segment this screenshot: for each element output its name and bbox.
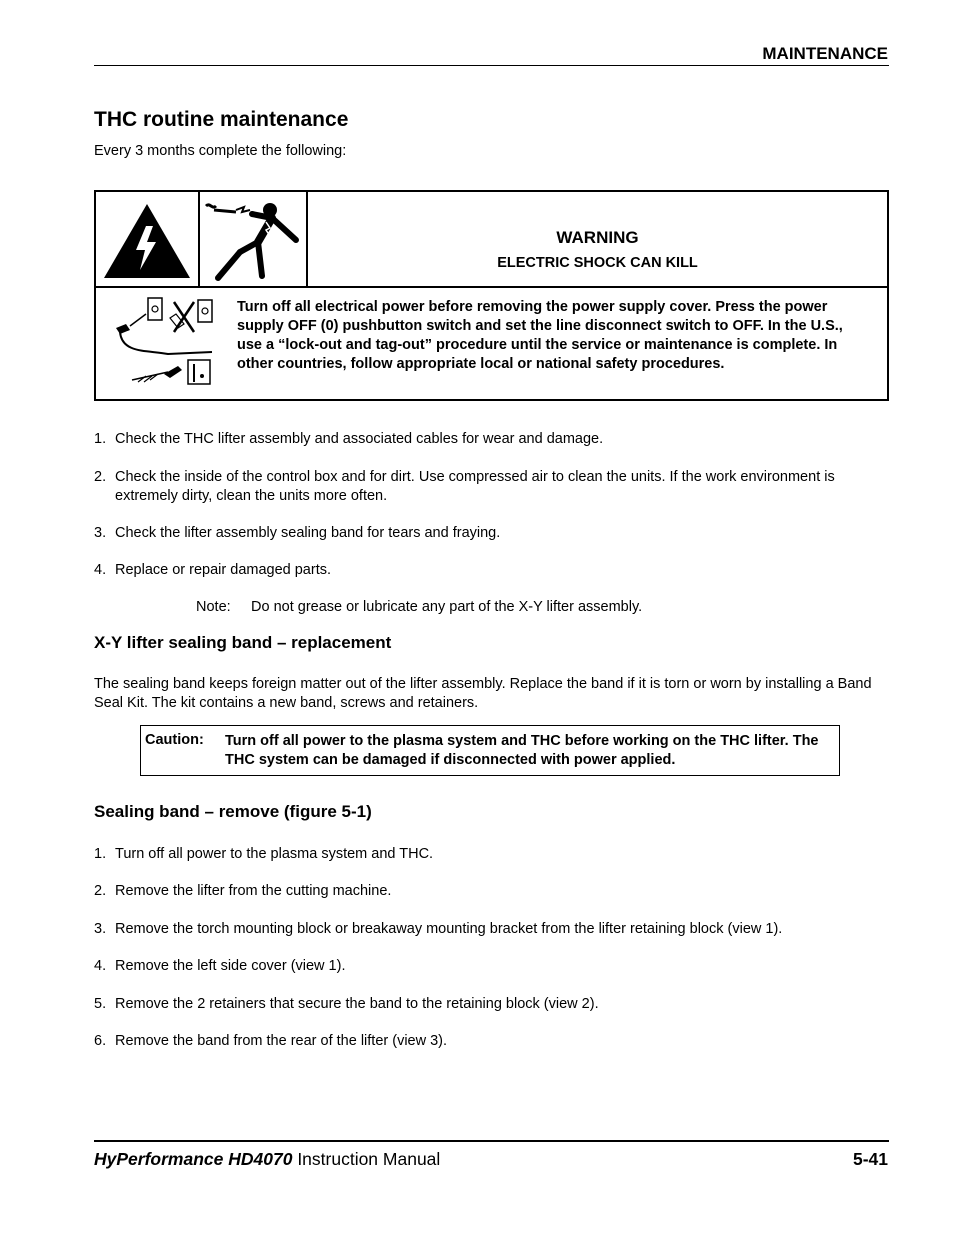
warning-subheading: ELECTRIC SHOCK CAN KILL [497,255,698,271]
list-item [94,561,894,580]
list-item [94,882,894,901]
list-item [94,524,894,543]
list-item-text: Remove the left side cover (view 1). [115,958,346,974]
list-item-number: 4. [94,562,107,578]
section-heading-band-remove: Sealing band – remove (figure 5-1) [94,802,372,821]
list-item-number: 5. [94,996,107,1012]
list-item-number: 2. [94,883,107,899]
list-item [94,1032,894,1051]
list-item-text: Remove the band from the rear of the lifter (view 3). [115,1033,448,1049]
page-number: 5-41 [852,1149,888,1169]
warning-heading: WARNING [556,228,639,247]
footer-manual-title [94,1149,440,1170]
page-title: THC routine maintenance [94,108,349,131]
intro-text: Every 3 months complete the following: [94,143,347,159]
list-item [94,920,894,939]
section-heading-band-replacement: X-Y lifter sealing band – replacement [94,633,392,652]
shock-cell [200,192,308,286]
note [196,599,643,615]
footer-rule [94,1140,889,1142]
list-item-text: Check the inside of the control box and for dirt. Use compressed air to clean the units. If the work environment is extremely dirty, clean the units more often. [115,469,835,504]
warning-box [94,190,889,401]
caution-label: Caution: [145,732,204,748]
running-header: MAINTENANCE [762,44,888,63]
hazard-cell [96,192,200,286]
footer-brand: HyPerformance HD4070 [94,1149,293,1169]
footer-manual: Instruction Manual [297,1149,441,1169]
list-item [94,845,894,864]
list-item-text: Check the lifter assembly sealing band for tears and fraying. [115,525,501,541]
section-paragraph: The sealing band keeps foreign matter out of the lifter assembly. Replace the band if it is torn or worn by installing a Band Seal Kit. The kit contains a new band, screws and retainers. [94,676,872,711]
list-item-number: 3. [94,525,107,541]
electric-hazard-icon [96,192,198,286]
caution-box [140,725,840,776]
list-item [94,468,894,505]
header-rule [94,65,889,66]
list-item [94,995,894,1014]
warning-header-row [96,192,887,288]
list-item [94,957,894,976]
list-item-text: Replace or repair damaged parts. [115,562,332,578]
list-item-text: Remove the lifter from the cutting machine. [115,883,392,899]
caution-text: Turn off all power to the plasma system and THC before working on the THC lifter. The THC system can be damaged if disconnected with power applied. [225,733,819,768]
list-item-number: 6. [94,1033,107,1049]
list-item-number: 1. [94,846,107,862]
list-item [94,430,894,449]
list-item-text: Check the THC lifter assembly and associated cables for wear and damage. [115,431,604,447]
note-label: Note: [196,599,231,615]
note-text: Do not grease or lubricate any part of the X-Y lifter assembly. [251,599,643,615]
power-disconnect-icon [108,292,220,392]
list-item-number: 4. [94,958,107,974]
list-item-text: Remove the 2 retainers that secure the band to the retaining block (view 2). [115,996,599,1012]
warning-body: Turn off all electrical power before removing the power supply cover. Press the power supply OFF (0) pushbutton switch and set the line disconnect switch to OFF. In the U.S., use a “lock-out and tag-out” procedure until the service or maintenance is complete. In other countries, follow appropriate local or national safety procedures. [237,299,843,372]
list-item-number: 3. [94,921,107,937]
list-item-number: 1. [94,431,107,447]
list-item-text: Remove the torch mounting block or breakaway mounting bracket from the lifter retaining block (view 1). [115,921,783,937]
list-item-number: 2. [94,469,107,485]
electric-shock-icon [200,192,306,286]
list-item-text: Turn off all power to the plasma system and THC. [115,846,434,862]
